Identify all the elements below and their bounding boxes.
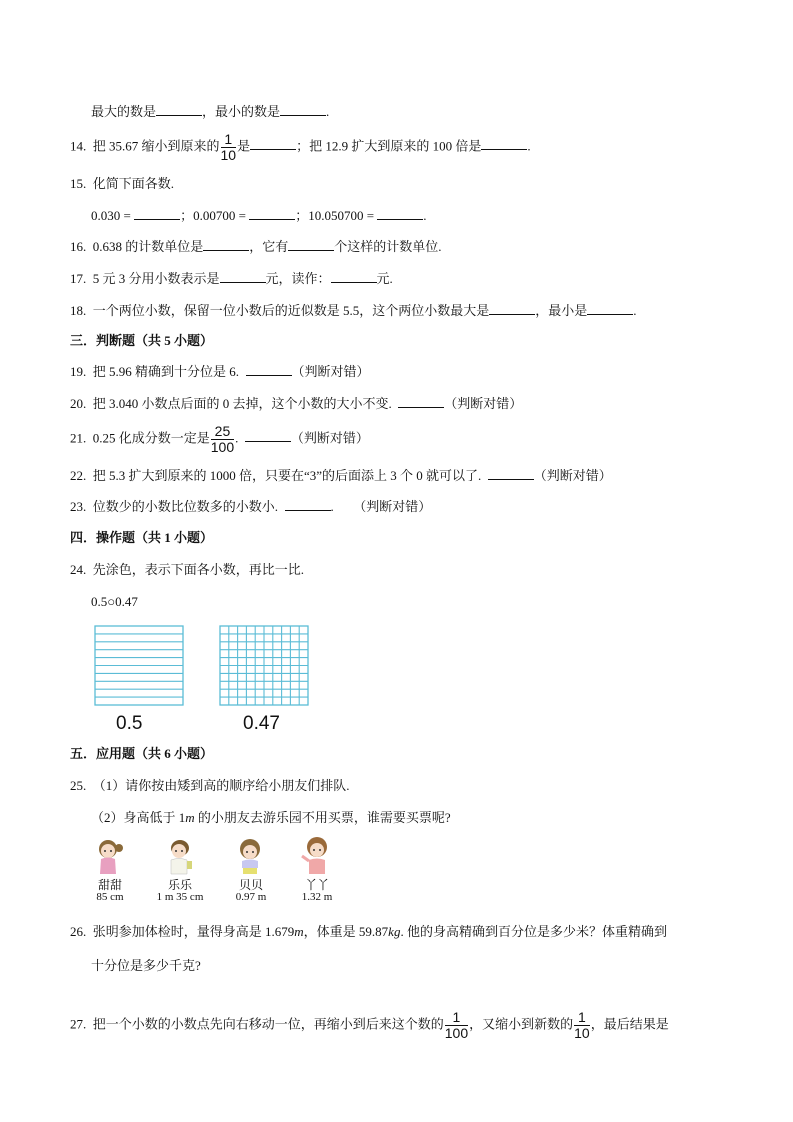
q27-text-a: 把一个小数的小数点先向右移动一位，再缩小到后来这个数的 <box>92 1016 444 1032</box>
girl-beibei-illustration <box>231 836 271 876</box>
girl-yaya-illustration <box>297 834 337 876</box>
q20-hint: （判断对错） <box>444 396 523 411</box>
question-18 <box>70 302 637 320</box>
q26-line-2: 十分位是多少千克? <box>91 958 201 973</box>
kid-height-yaya: 1.32 m <box>301 891 333 903</box>
answer-blank[interactable] <box>250 137 296 150</box>
q25-part-2-text-a: （2）身高低于 1 <box>91 810 186 825</box>
fraction <box>221 132 237 163</box>
question-number: 18. <box>70 303 87 318</box>
fraction-numerator: 1 <box>221 132 237 148</box>
q13-text-a: 最大的数是 <box>91 104 157 119</box>
q24-text: 先涂色，表示下面各小数，再比一比. <box>92 562 305 577</box>
question-26 <box>70 923 667 941</box>
q15-items <box>91 207 427 225</box>
question-number: 17. <box>70 271 87 286</box>
fraction-denominator: 10 <box>220 147 237 163</box>
q26-text-b: ，体重是 59.87 <box>303 924 389 939</box>
q15-text: 化简下面各数. <box>92 176 175 191</box>
kid-height-tiantian: 85 cm <box>96 891 124 903</box>
q18-text-b: ，最小是 <box>535 303 588 318</box>
question-number: 27. <box>70 1016 87 1032</box>
answer-blank[interactable] <box>288 238 334 251</box>
q13-end: . <box>326 104 330 119</box>
question-17 <box>70 270 393 288</box>
q14-text-a: 把 35.67 缩小到原来的 <box>92 138 220 154</box>
q14-end: . <box>527 138 531 154</box>
q16-text-c: 个这样的计数单位. <box>334 239 442 254</box>
decimal-grid-tenths[interactable] <box>93 624 185 707</box>
question-number: 24. <box>70 562 87 577</box>
question-21 <box>70 424 369 455</box>
q15-end: . <box>423 208 427 223</box>
answer-blank[interactable] <box>489 302 535 315</box>
kid-height-beibei: 0.97 m <box>235 891 267 903</box>
question-20 <box>70 395 522 413</box>
q15-item-c: ；10.050700 = <box>295 208 375 223</box>
q18-text-a: 一个两位小数，保留一位小数后的近似数是 5.5，这个两位小数最大是 <box>92 303 490 318</box>
question-number: 16. <box>70 239 87 254</box>
q19-hint: （判断对错） <box>291 364 370 379</box>
answer-blank[interactable] <box>220 270 266 283</box>
question-14 <box>70 132 531 163</box>
q27-text-b: ，又缩小到新数的 <box>469 1016 574 1032</box>
girl-tiantian-illustration <box>90 836 130 876</box>
kid-name-lele: 乐乐 <box>167 878 192 892</box>
q20-text: 把 3.040 小数点后面的 0 去掉，这个小数的大小不变. <box>92 396 392 411</box>
q24-compare: 0.5○0.47 <box>91 594 138 609</box>
section-heading-3: 三．判断题（共 5 小题） <box>70 333 214 348</box>
q17-text-a: 5 元 3 分用小数表示是 <box>92 271 220 286</box>
answer-blank[interactable] <box>156 103 202 116</box>
question-number: 19. <box>70 364 87 379</box>
answer-blank[interactable] <box>488 467 534 480</box>
question-23 <box>70 498 431 516</box>
answer-blank[interactable] <box>377 207 423 220</box>
q23-dot: . <box>330 499 334 514</box>
q26-text-c: . 他的身高精确到百分位是多少米？体重精确到 <box>400 924 667 939</box>
question-number: 15. <box>70 176 87 191</box>
kid-name-yaya: 丫丫 <box>304 878 329 892</box>
q22-text: 把 5.3 扩大到原来的 1000 倍，只要在“3”的后面添上 3 个 0 就可以了. <box>92 468 482 483</box>
answer-blank[interactable] <box>245 429 291 442</box>
fraction-numerator: 1 <box>574 1010 590 1026</box>
question-16 <box>70 238 442 256</box>
q14-text-c: ；把 12.9 扩大到原来的 100 倍是 <box>296 138 482 154</box>
fraction <box>445 1010 468 1041</box>
q25-part-1: （1）请你按由矮到高的顺序给小朋友们排队. <box>92 778 350 793</box>
section-heading-5: 五．应用题（共 6 小题） <box>70 746 214 761</box>
answer-blank[interactable] <box>249 207 295 220</box>
q26-text-a: 张明参加体检时，量得身高是 1.679 <box>92 924 295 939</box>
answer-blank[interactable] <box>398 395 444 408</box>
decimal-grid-hundredths[interactable] <box>218 624 310 707</box>
grid-label-0-5: 0.5 <box>116 713 143 734</box>
question-25 <box>70 777 350 795</box>
q17-text-b: 元，读作： <box>265 271 331 286</box>
q21-dot: . <box>235 430 239 446</box>
q23-text: 位数少的小数比位数多的小数小. <box>92 499 279 514</box>
q25-part-2 <box>91 809 451 827</box>
q15-item-a: 0.030 = <box>91 208 131 223</box>
q13-tail <box>91 103 329 121</box>
answer-blank[interactable] <box>587 302 633 315</box>
question-number: 25. <box>70 778 87 793</box>
unit-m: m <box>185 810 195 825</box>
answer-blank[interactable] <box>203 238 249 251</box>
answer-blank[interactable] <box>481 137 527 150</box>
fraction-denominator: 10 <box>574 1025 590 1041</box>
fraction <box>211 424 234 455</box>
answer-blank[interactable] <box>285 498 331 511</box>
question-number: 14. <box>70 138 87 154</box>
q21-hint: （判断对错） <box>290 430 369 446</box>
q13-text-b: ，最小的数是 <box>202 104 281 119</box>
question-19 <box>70 363 370 381</box>
q17-text-c: 元. <box>376 271 393 286</box>
question-number: 23. <box>70 499 87 514</box>
q15-item-b: ；0.00700 = <box>180 208 246 223</box>
kid-height-lele: 1 m 35 cm <box>156 891 204 903</box>
question-number: 26. <box>70 924 87 939</box>
fraction-numerator: 25 <box>211 424 234 440</box>
q19-text: 把 5.96 精确到十分位是 6. <box>92 364 240 379</box>
q23-hint: （判断对错） <box>353 499 432 514</box>
section-heading-4: 四．操作题（共 1 小题） <box>70 530 214 545</box>
grid-label-0-47: 0.47 <box>243 713 280 734</box>
kid-name-beibei: 贝贝 <box>238 878 263 892</box>
boy-lele-illustration <box>160 836 200 876</box>
q16-text-b: ，它有 <box>249 239 289 254</box>
fraction-denominator: 100 <box>444 1025 469 1041</box>
q14-text-b: 是 <box>237 138 251 154</box>
answer-blank[interactable] <box>246 363 292 376</box>
unit-m: m <box>294 924 304 939</box>
kid-name-tiantian: 甜甜 <box>97 878 122 892</box>
question-15 <box>70 175 174 193</box>
q25-part-2-text-b: 的小朋友去游乐园不用买票，谁需要买票呢? <box>194 810 451 825</box>
question-27 <box>70 1010 669 1041</box>
answer-blank[interactable] <box>331 270 377 283</box>
q21-text: 0.25 化成分数一定是 <box>92 430 210 446</box>
q18-end: . <box>633 303 637 318</box>
answer-blank[interactable] <box>134 207 180 220</box>
q22-hint: （判断对错） <box>533 468 612 483</box>
fraction <box>574 1010 590 1041</box>
question-number: 22. <box>70 468 87 483</box>
q27-text-c: ，最后结果是 <box>590 1016 669 1032</box>
question-22 <box>70 467 612 485</box>
answer-blank[interactable] <box>280 103 326 116</box>
fraction-numerator: 1 <box>445 1010 468 1026</box>
fraction-denominator: 100 <box>210 439 235 455</box>
unit-kg: kg <box>388 924 401 939</box>
question-24 <box>70 561 304 579</box>
question-number: 20. <box>70 396 87 411</box>
q16-text-a: 0.638 的计数单位是 <box>92 239 204 254</box>
question-number: 21. <box>70 430 87 446</box>
